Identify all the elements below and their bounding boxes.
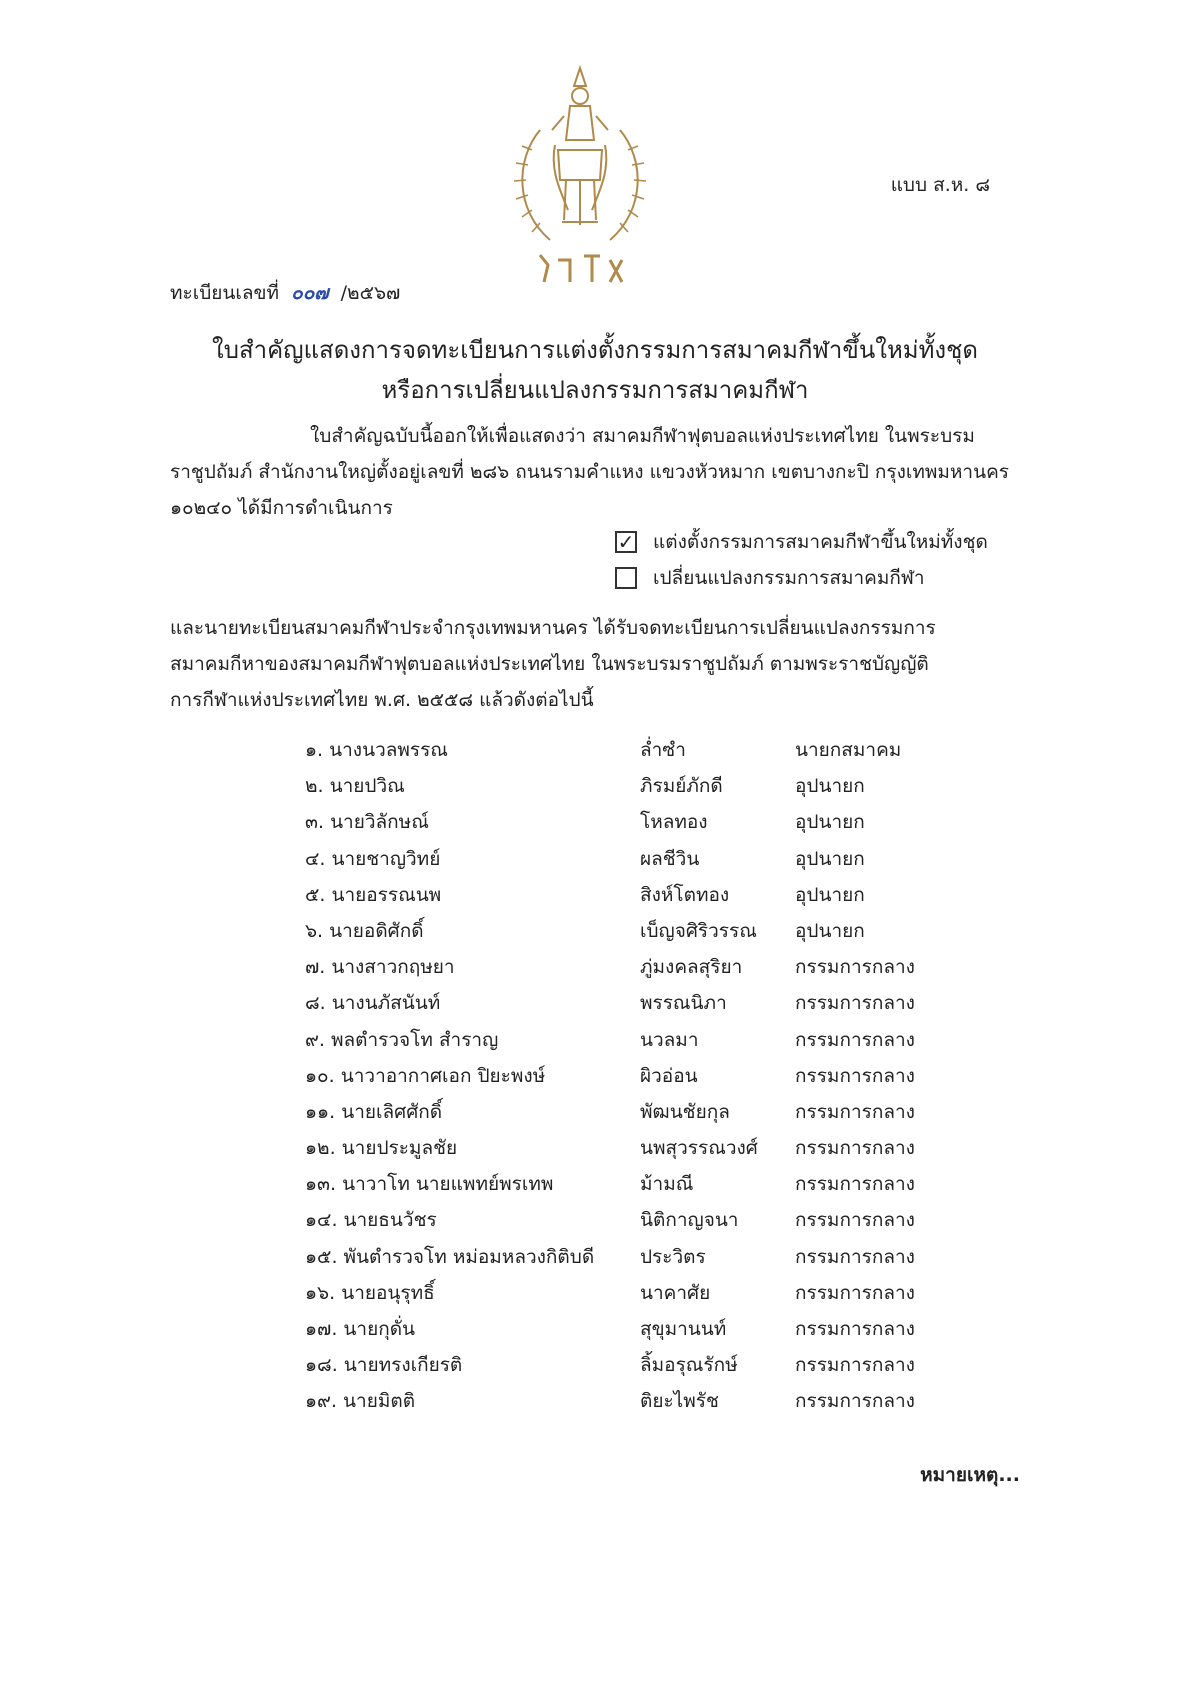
member-position: กรรมการกลาง bbox=[795, 1100, 915, 1123]
member-name: ๘. นางนภัสนันท์ bbox=[305, 992, 441, 1015]
member-position: กรรมการกลาง bbox=[795, 1245, 915, 1268]
member-position: อุปนายก bbox=[795, 775, 865, 798]
form-code: แบบ ส.ห. ๘ bbox=[890, 174, 990, 196]
member-name: ๓. นายวิลักษณ์ bbox=[305, 811, 429, 834]
member-surname: สุขุมานนท์ bbox=[640, 1318, 727, 1340]
member-surname: ล่ำซำ bbox=[640, 739, 686, 761]
footer-note: หมายเหตุ... bbox=[920, 1464, 1020, 1486]
member-name: ๑๕. พันตำรวจโท หม่อมหลวงกิติบดี bbox=[305, 1245, 595, 1268]
member-name: ๒. นายปวิณ bbox=[305, 775, 405, 798]
member-position: อุปนายก bbox=[795, 811, 865, 834]
member-surname: นวลมา bbox=[640, 1028, 699, 1051]
checkbox-checked: ✓ bbox=[615, 531, 637, 553]
statement-line-3: การกีฬาแห่งประเทศไทย พ.ศ. ๒๕๕๘ แล้วดังต่อไปนี้ bbox=[170, 689, 594, 711]
checkbox-unchecked bbox=[615, 567, 637, 589]
document-title-line-2: หรือการเปลี่ยนแปลงกรรมการสมาคมกีฬา bbox=[381, 376, 809, 404]
registration-number: ๐๐๗ bbox=[291, 282, 329, 304]
member-surname: เบ็ญจศิริวรรณ bbox=[640, 919, 757, 942]
member-position: กรรมการกลาง bbox=[795, 1390, 915, 1413]
intro-line-2: ราชูปถัมภ์ สำนักงานใหญ่ตั้งอยู่เลขที่ ๒๘๖ ถนนรามคำแหง แขวงหัวหมาก เขตบางกะปิ กรุงเทพมหานคร bbox=[170, 461, 1010, 483]
document-title-line-1: ใบสำคัญแสดงการจดทะเบียนการแต่งตั้งกรรมการสมาคมกีฬาขึ้นใหม่ทั้งชุด bbox=[212, 336, 978, 364]
registration-year: /๒๕๖๗ bbox=[340, 282, 401, 304]
member-surname: สิงห์โตทอง bbox=[640, 883, 730, 906]
member-position: กรรมการกลาง bbox=[795, 956, 915, 979]
member-position: อุปนายก bbox=[795, 847, 865, 870]
intro-line-3: ๑๐๒๔๐ ได้มีการดำเนินการ bbox=[170, 497, 393, 519]
member-surname: ภิรมย์ภักดี bbox=[640, 775, 723, 798]
member-name: ๑๔. นายธนวัชร bbox=[305, 1209, 437, 1232]
member-name: ๙. พลตำรวจโท สำราญ bbox=[305, 1028, 499, 1051]
statement-line-1: และนายทะเบียนสมาคมกีฬาประจำกรุงเทพมหานคร ได้รับจดทะเบียนการเปลี่ยนแปลงกรรมการ bbox=[170, 617, 936, 639]
member-name: ๑๓. นาวาโท นายแพทย์พรเทพ bbox=[305, 1173, 554, 1196]
statement-paragraph bbox=[170, 610, 1020, 718]
member-position: กรรมการกลาง bbox=[795, 1281, 915, 1304]
member-surname: นาคาศัย bbox=[640, 1281, 711, 1304]
member-position: อุปนายก bbox=[795, 919, 865, 942]
intro-line-1: ใบสำคัญฉบับนี้ออกให้เพื่อแสดงว่า สมาคมกีฬาฟุตบอลแห่งประเทศไทย ในพระบรม bbox=[310, 425, 975, 447]
member-position: กรรมการกลาง bbox=[795, 1318, 915, 1340]
member-surname: ผลชีวิน bbox=[640, 847, 700, 870]
member-name: ๑๑. นายเลิศศักดิ์ bbox=[305, 1100, 443, 1123]
member-surname: ภู่มงคลสุริยา bbox=[640, 956, 743, 979]
member-position: กรรมการกลาง bbox=[795, 1028, 915, 1051]
member-position: กรรมการกลาง bbox=[795, 1137, 915, 1160]
option-label: แต่งตั้งกรรมการสมาคมกีฬาขึ้นใหม่ทั้งชุด bbox=[653, 531, 988, 553]
member-surname: ม้ามณี bbox=[640, 1173, 694, 1196]
member-surname: นพสุวรรณวงศ์ bbox=[640, 1137, 758, 1160]
member-position: กรรมการกลาง bbox=[795, 1064, 915, 1087]
member-name: ๑๗. นายกุดั่น bbox=[305, 1318, 416, 1340]
member-name: ๑. นางนวลพรรณ bbox=[305, 739, 448, 761]
member-position: กรรมการกลาง bbox=[795, 1209, 915, 1232]
member-name: ๗. นางสาวกฤษยา bbox=[305, 956, 455, 979]
registration-number-line bbox=[170, 278, 400, 308]
statement-line-2: สมาคมกีหาของสมาคมกีฬาฟุตบอลแห่งประเทศไทย ในพระบรมราชูปถัมภ์ ตามพระราชบัญญัติ bbox=[170, 653, 929, 675]
member-name: ๑๖. นายอนุรุทธิ์ bbox=[305, 1281, 435, 1304]
member-surname: นิติกาญจนา bbox=[640, 1209, 739, 1232]
member-name: ๑๘. นายทรงเกียรติ bbox=[305, 1354, 463, 1377]
member-position: กรรมการกลาง bbox=[795, 1173, 915, 1196]
intro-paragraph bbox=[170, 418, 1020, 526]
erawan-elephant-emblem-icon bbox=[500, 60, 660, 300]
member-name: ๕. นายอรรณนพ bbox=[305, 883, 442, 906]
member-surname: พรรณนิภา bbox=[640, 992, 727, 1015]
member-surname: ลิ้มอรุณรักษ์ bbox=[640, 1354, 738, 1377]
member-name: ๑๙. นายมิตติ bbox=[305, 1390, 416, 1413]
member-surname: ประวิตร bbox=[640, 1245, 706, 1268]
member-position: นายกสมาคม bbox=[795, 739, 902, 761]
member-position: กรรมการกลาง bbox=[795, 992, 915, 1015]
member-name: ๑๒. นายประมูลชัย bbox=[305, 1137, 458, 1160]
member-surname: ผิวอ่อน bbox=[640, 1064, 698, 1087]
option-label: เปลี่ยนแปลงกรรมการสมาคมกีฬา bbox=[653, 567, 925, 589]
member-position: อุปนายก bbox=[795, 883, 865, 906]
member-surname: ติยะไพรัช bbox=[640, 1390, 719, 1413]
registration-label: ทะเบียนเลขที่ bbox=[170, 282, 280, 304]
member-name: ๖. นายอดิศักดิ์ bbox=[305, 919, 424, 942]
member-surname: โหลทอง bbox=[640, 811, 708, 834]
option-appoint-new bbox=[615, 527, 988, 557]
member-surname: พัฒนชัยกุล bbox=[640, 1100, 730, 1123]
member-position: กรรมการกลาง bbox=[795, 1354, 915, 1377]
member-name: ๔. นายชาญวิทย์ bbox=[305, 847, 441, 870]
option-change-committee bbox=[615, 563, 925, 593]
member-name: ๑๐. นาวาอากาศเอก ปิยะพงษ์ bbox=[305, 1064, 546, 1087]
